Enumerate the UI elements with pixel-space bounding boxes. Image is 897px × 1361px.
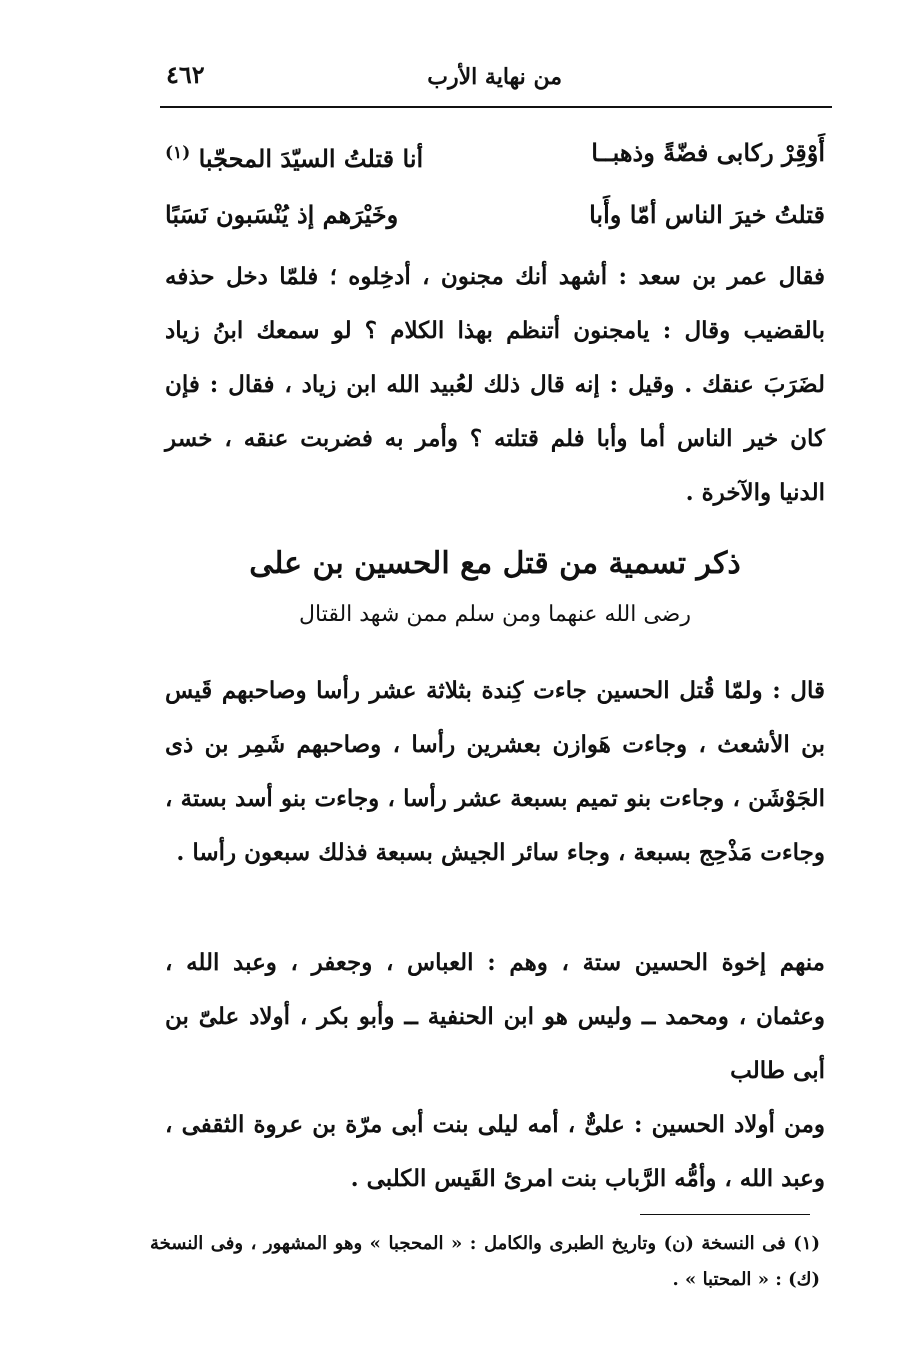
verse-hemistich: وخَيْرَهم إذ يُنْسَبون نَسَبًا	[165, 200, 399, 229]
paragraph: فقال عمر بن سعد : أشهد أنك مجنون ، أدخِلوه ؛ فلمّا دخل حذفه بالقضيب وقال : يامجنون أتنظم بهذا الكلام ؟ لو سمعك ابنُ زياد لضَرَبَ عنقك . وقيل : إنه قال ذلك لعُبيد الله ابن زياد ، فقال : فإن كان خير الناس أما وأبا فلم قتلته ؟ وأمر به فضربت عنقه ، خسر الدنيا والآخرة .	[165, 263, 825, 506]
paragraph: منهم إخوة الحسين ستة ، وهم : العباس ، وجعفر ، وعبد الله ، وعثمان ، ومحمد ــ وليس هو ابن الحنفية ــ وأبو بكر ، أولاد علىّ بن أبى طالب	[165, 949, 825, 1084]
verse-hemistich	[165, 122, 423, 184]
verse-hemistich: قتلتُ خيرَ الناس أمّا وأَبا	[589, 200, 825, 229]
header-rule	[160, 106, 832, 108]
page-header	[160, 50, 832, 108]
footnote-marker: (١)	[165, 143, 191, 163]
running-title: من نهاية الأرب	[427, 64, 562, 90]
verse-hemistich: أَوْقِرْ ركابى فضّةً وذهبــا	[591, 138, 825, 167]
paragraph: ومن أولاد الحسين : علىٌّ ، أمه ليلى بنت أبى مرّة بن عروة الثقفى ، وعبد الله ، وأمُّه الرَّباب بنت امرئ القَيس الكلبى .	[165, 1111, 825, 1192]
footnote: (١) فى النسخة (ن) وتاريخ الطبرى والكامل : « المحجبا » وهو المشهور ، وفى النسخة (ك) : « المحتبا » .	[150, 1233, 820, 1290]
page-number: ٤٦٢	[166, 60, 205, 89]
paragraph: قال : ولمّا قُتل الحسين جاءت كِندة بثلاثة عشر رأسا وصاحبهم قَيس بن الأشعث ، وجاءت هَوازن بعشرين رأسا ، وصاحبهم شَمِر بن ذى الجَوْشَن ، وجاءت بنو تميم بسبعة عشر رأسا ، وجاءت بنو أسد بستة ، وجاءت مَذْحِج بسبعة ، وجاء سائر الجيش بسبعة فذلك سبعون رأسا .	[165, 677, 825, 866]
verse-hemistich-text: أنا قتلتُ السيّدَ المحجّبا	[198, 144, 424, 173]
section-title: ذكر تسمية من قتل مع الحسين بن على	[249, 546, 741, 581]
footnote-separator	[640, 1214, 810, 1215]
verse-line	[165, 122, 825, 184]
verse-line	[165, 184, 825, 246]
section-subtitle: رضى الله عنهما ومن سلم ممن شهد القتال	[299, 602, 691, 627]
poem-verses	[165, 122, 825, 246]
